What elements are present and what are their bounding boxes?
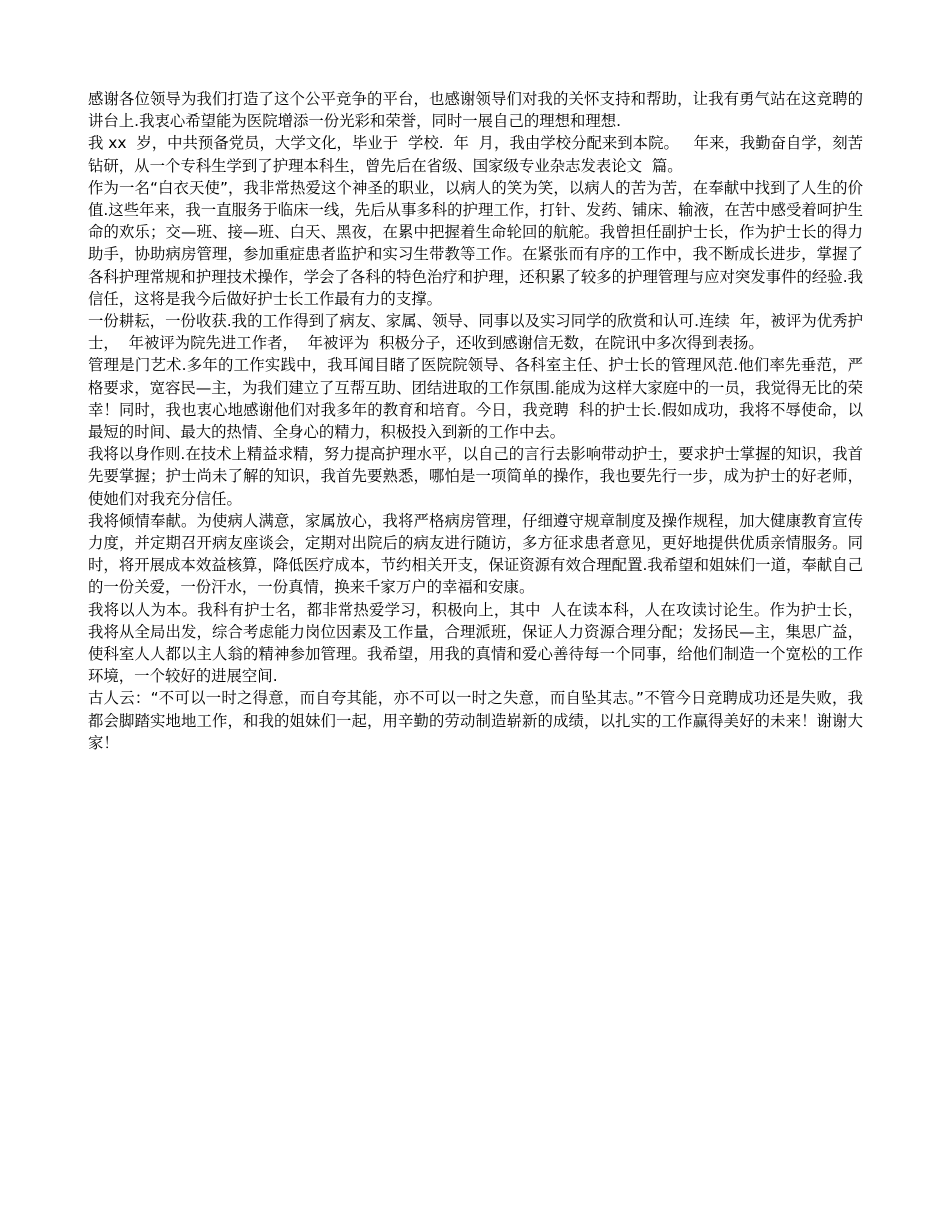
paragraph-7: 我将倾情奉献。为使病人满意，家属放心，我将严格病房管理，仔细遵守规章制度及操作规程，加大健康教育宣传力度，并定期召开病友座谈会，定期对出院后的病友进行随访，多方征求患者意见，更好地提供优质亲情服务。同时，将开展成本效益核算，降低医疗成本，节约相关开支，保证资源有效合理配置.我希望和姐妹们一道，奉献自己的一份关爱，一份汗水，一份真情，换来千家万户的幸福和安康。 [88, 511, 863, 597]
paragraph-9: 古人云：“不可以一时之得意，而自夸其能，亦不可以一时之失意，而自坠其志。”不管今日竞聘成功还是失败，我都会脚踏实地地工作，和我的姐妹们一起，用辛勤的劳动制造崭新的成绩，以扎实的工作赢得美好的未来！谢谢大家！ [88, 689, 863, 752]
document-body [88, 88, 863, 754]
paragraph-8: 我将以人为本。我科有护士名，都非常热爱学习，积极向上，其中 人在读本科，人在攻读讨论生。作为护士长，我将从全局出发，综合考虑能力岗位因素及工作量，合理派班，保证人力资源合理分配；发扬民—主，集思广益，使科室人人都以主人翁的精神参加管理。我希望，用我的真情和爱心善待每一个同事，给他们制造一个宽松的工作环境，一个较好的进展空间. [88, 600, 863, 686]
paragraph-1: 感谢各位领导为我们打造了这个公平竞争的平台，也感谢领导们对我的关怀支持和帮助，让我有勇气站在这竞聘的讲台上.我衷心希望能为医院增添一份光彩和荣誉，同时一展自己的理想和理想. [88, 90, 863, 131]
paragraph-4: 一份耕耘，一份收获.我的工作得到了病友、家属、领导、同事以及实习同学的欣赏和认可.连续 年，被评为优秀护士， 年被评为院先进工作者， 年被评为 积极分子，还收到感谢信无数，在院讯中多次得到表扬。 [88, 312, 863, 353]
paragraph-6: 我将以身作则.在技术上精益求精，努力提高护理水平，以自己的言行去影响带动护士，要求护士掌握的知识，我首先要掌握；护士尚未了解的知识，我首先要熟悉，哪怕是一项简单的操作，我也要先行一步，成为护士的好老师，使她们对我充分信任。 [88, 445, 863, 508]
paragraph-5: 管理是门艺术.多年的工作实践中，我耳闻目睹了医院院领导、各科室主任、护士长的管理风范.他们率先垂范，严格要求，宽容民—主，为我们建立了互帮互助、团结进取的工作氛围.能成为这样大家庭中的一员，我觉得无比的荣幸！同时，我也衷心地感谢他们对我多年的教育和培育。今日，我竞聘 科的护士长.假如成功，我将不辱使命，以最短的时间、最大的热情、全身心的精力，积极投入到新的工作中去。 [88, 356, 863, 442]
paragraph-3: 作为一名“白衣天使”，我非常热爱这个神圣的职业，以病人的笑为笑，以病人的苦为苦，在奉献中找到了人生的价值.这些年来，我一直服务于临床一线，先后从事多科的护理工作，打针、发药、铺床、输液，在苦中感受着呵护生命的欢乐；交—班、接—班、白天、黑夜，在累中把握着生命轮回的航舵。我曾担任副护士长，作为护士长的得力助手，协助病房管理，参加重症患者监护和实习生带教等工作。在紧张而有序的工作中，我不断成长进步，掌握了各科护理常规和护理技术操作，学会了各科的特色治疗和护理，还积累了较多的护理管理与应对突发事件的经验.我信任，这将是我今后做好护士长工作最有力的支撑。 [88, 178, 863, 308]
paragraph-2: 我 xx 岁，中共预备党员，大学文化，毕业于 学校. 年 月，我由学校分配来到本院。 年来，我勤奋自学，刻苦钻研，从一个专科生学到了护理本科生，曾先后在省级、国家级专业杂志发表论文 篇。 [88, 134, 863, 175]
